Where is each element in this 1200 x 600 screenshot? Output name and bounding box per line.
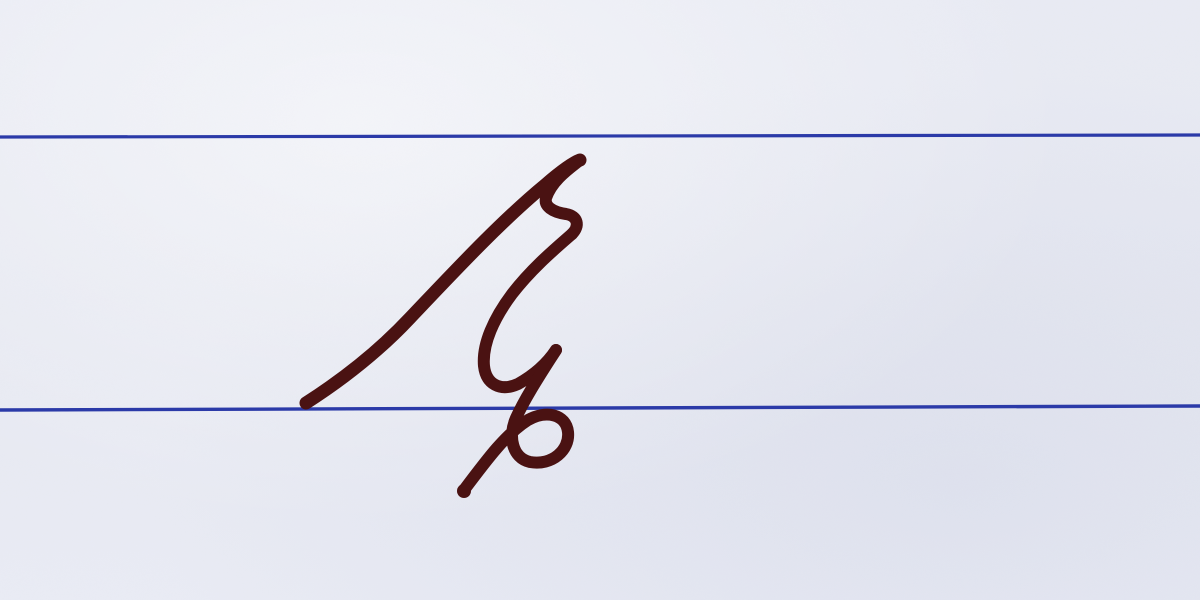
glyph-tail-dot — [457, 484, 471, 498]
glyph-stem — [484, 234, 572, 387]
glyph-top-hook — [546, 160, 580, 234]
